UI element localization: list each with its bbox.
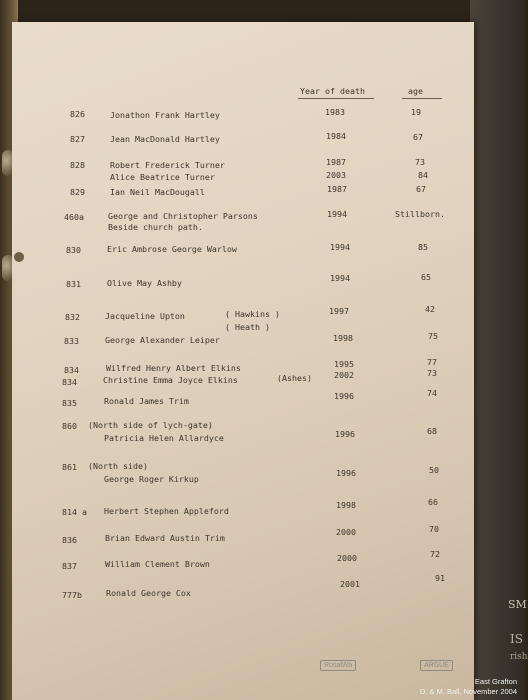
plot-number: 830 — [66, 245, 81, 255]
death-year: 1994 — [330, 242, 350, 252]
person-name: Brian Edward Austin Trim — [105, 533, 225, 543]
photo-caption-credit: D. & M. Ball, November 2004 — [419, 687, 517, 696]
plot-number: 814 a — [62, 507, 87, 517]
plot-number: 828 — [70, 160, 85, 170]
plot-number: 831 — [66, 279, 81, 289]
plot-number: 834 — [62, 377, 77, 387]
plot-number: 826 — [70, 109, 85, 119]
person-name: Ronald George Cox — [106, 588, 191, 598]
person-name: Patricia Helen Allardyce — [104, 433, 224, 443]
person-name: William Clement Brown — [105, 559, 210, 569]
ashes-note: (Ashes) — [277, 373, 312, 383]
plot-number: 832 — [65, 312, 80, 322]
location-note: Beside church path. — [108, 222, 203, 232]
age-value: 67 — [416, 184, 426, 194]
photo-caption-place: East Grafton — [474, 677, 517, 686]
death-year: 1994 — [327, 209, 347, 219]
death-year: 1994 — [330, 273, 350, 283]
maiden-name-note: ( Hawkins ) — [225, 309, 280, 319]
death-year: 1998 — [336, 500, 356, 510]
death-year: 1995 — [334, 359, 354, 369]
person-name: Jean MacDonald Hartley — [110, 134, 220, 144]
spine-text-2: IS — [510, 632, 523, 646]
plot-number: 860 — [62, 421, 77, 431]
age-value: 42 — [425, 304, 435, 314]
plot-number: 836 — [62, 535, 77, 545]
plot-number: 777b — [62, 590, 82, 600]
person-name: George and Christopher Parsons — [108, 211, 258, 221]
death-year: 1983 — [325, 107, 345, 117]
age-value: 91 — [435, 573, 445, 583]
age-value: 65 — [421, 272, 431, 282]
spine-text-1: SM — [508, 598, 527, 611]
age-value: 50 — [429, 465, 439, 475]
age-value: 77 — [427, 357, 437, 367]
death-year: 2003 — [326, 170, 346, 180]
death-year: 1996 — [335, 429, 355, 439]
maiden-name-note: ( Heath ) — [225, 322, 270, 332]
person-name: Robert Frederick Turner — [110, 160, 225, 170]
age-value: 66 — [428, 497, 438, 507]
death-year: 2000 — [336, 527, 356, 537]
person-name: Herbert Stephen Appleford — [104, 506, 229, 516]
age-value: 73 — [415, 157, 425, 167]
person-name: Christine Emma Joyce Elkins — [103, 375, 238, 385]
age-value: 72 — [430, 549, 440, 559]
plot-number: 833 — [64, 336, 79, 346]
death-year: 1997 — [329, 306, 349, 316]
age-value: 67 — [413, 132, 423, 142]
death-year: 1998 — [333, 333, 353, 343]
plot-number: 829 — [70, 187, 85, 197]
death-year: 1987 — [327, 184, 347, 194]
person-name: Jacqueline Upton — [105, 311, 185, 321]
person-name: Alice Beatrice Turner — [110, 172, 215, 182]
header-underline — [298, 98, 374, 99]
person-name: Olive May Ashby — [107, 278, 182, 288]
death-year: 2002 — [334, 370, 354, 380]
punch-hole — [14, 252, 24, 262]
person-name: Jonathon Frank Hartley — [110, 110, 220, 120]
age-value: 85 — [418, 242, 428, 252]
age-header: age — [408, 86, 423, 96]
age-value: 19 — [411, 107, 421, 117]
age-value: Stillborn. — [395, 209, 445, 219]
tab-label: RosalWa — [320, 660, 356, 671]
age-value: 68 — [427, 426, 437, 436]
age-value: 70 — [429, 524, 439, 534]
age-value: 75 — [428, 331, 438, 341]
death-year: 1984 — [326, 131, 346, 141]
location-note: (North side) — [88, 461, 148, 471]
death-year: 1996 — [336, 468, 356, 478]
death-year: 2000 — [337, 553, 357, 563]
plot-number: 834 — [64, 365, 79, 375]
death-year: 2001 — [340, 579, 360, 589]
person-name: Ian Neil MacDougall — [110, 187, 205, 197]
person-name: Eric Ambrose George Warlow — [107, 244, 237, 254]
year-of-death-header: Year of death — [300, 86, 365, 96]
person-name: Wilfred Henry Albert Elkins — [106, 363, 241, 373]
location-note: (North side of lych-gate) — [88, 420, 213, 430]
tab-label: ARGUE — [420, 660, 453, 671]
age-value: 74 — [427, 388, 437, 398]
plot-number: 835 — [62, 398, 77, 408]
plot-number: 861 — [62, 462, 77, 472]
person-name: Ronald James Trim — [104, 396, 189, 406]
plot-number: 837 — [62, 561, 77, 571]
plot-number: 827 — [70, 134, 85, 144]
plot-number: 460a — [64, 212, 84, 222]
death-year: 1996 — [334, 391, 354, 401]
header-underline — [402, 98, 442, 99]
death-year: 1987 — [326, 157, 346, 167]
spine-text-3: rish — [510, 652, 528, 662]
age-value: 73 — [427, 368, 437, 378]
person-name: George Roger Kirkup — [104, 474, 199, 484]
person-name: George Alexander Leiper — [105, 335, 220, 345]
age-value: 84 — [418, 170, 428, 180]
background-book — [470, 0, 525, 700]
